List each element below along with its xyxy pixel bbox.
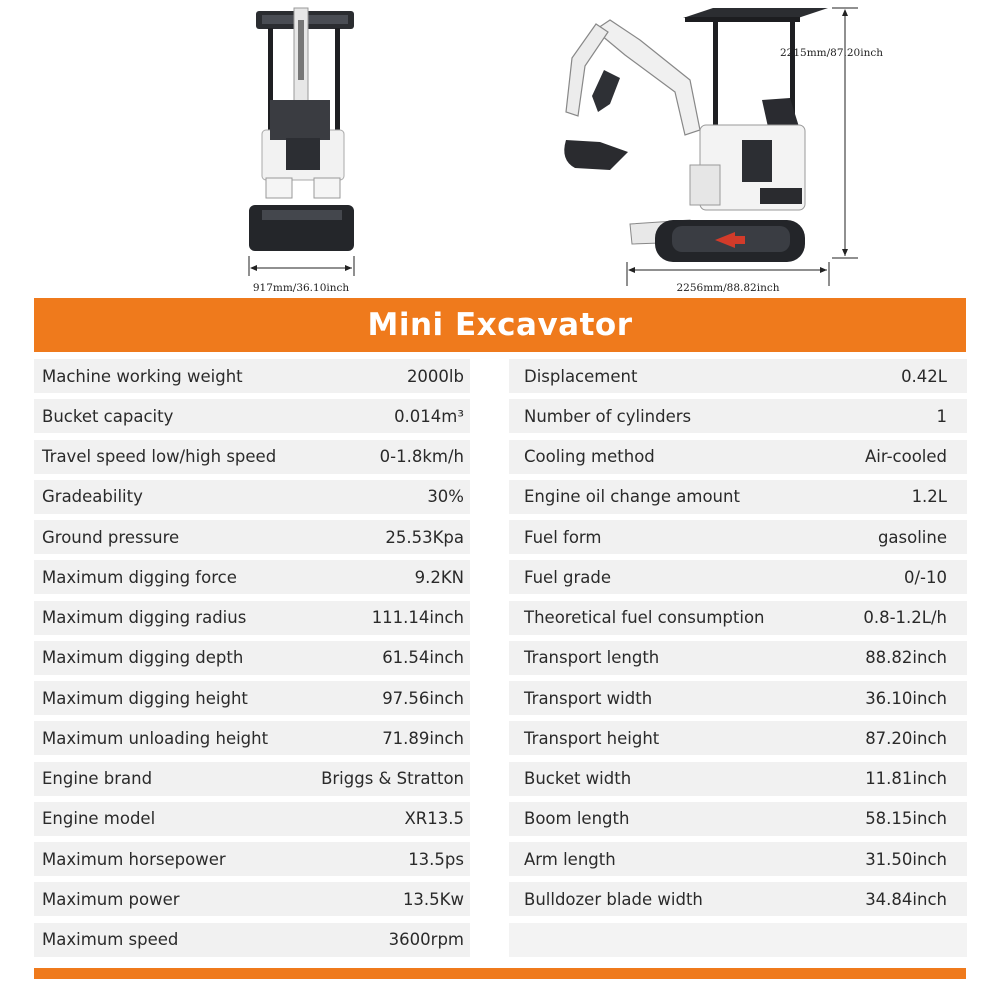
spec-label: Maximum digging height: [42, 688, 248, 708]
spec-value: 13.5Kw: [402, 889, 464, 909]
spec-label: Engine oil change amount: [524, 487, 740, 507]
length-dimension-label: 2256mm/88.82inch: [676, 282, 780, 294]
spec-label: Maximum digging depth: [42, 648, 244, 668]
spec-value: 0.42L: [901, 366, 947, 386]
spec-label: Number of cylinders: [524, 406, 692, 426]
spec-row: [34, 882, 470, 916]
spec-row: [34, 520, 470, 554]
spec-value: XR13.5: [404, 809, 464, 829]
spec-label: Machine working weight: [42, 366, 243, 386]
spec-label: Engine brand: [42, 769, 153, 789]
spec-row: [34, 359, 470, 393]
spec-value: 34.84inch: [865, 889, 947, 909]
spec-value: 0-1.8km/h: [379, 447, 464, 467]
spec-row: [34, 601, 470, 635]
spec-value: 1: [936, 406, 947, 426]
spec-label: Cooling method: [524, 447, 655, 467]
front-view-excavator: [249, 8, 354, 251]
spec-row-empty: [509, 923, 967, 957]
spec-row: [34, 721, 470, 755]
spec-row: [509, 560, 967, 594]
spec-value: Air-cooled: [864, 447, 947, 467]
spec-row: [34, 560, 470, 594]
spec-row: [34, 440, 470, 474]
spec-value: 58.15inch: [865, 809, 947, 829]
spec-label: Fuel form: [524, 527, 602, 547]
spec-value: 0/-10: [903, 567, 947, 587]
spec-label: Bucket width: [524, 769, 632, 789]
spec-row: [34, 480, 470, 514]
spec-row: [509, 762, 967, 796]
spec-row: [509, 882, 967, 916]
width-dimension: [249, 256, 354, 294]
spec-value: 13.5ps: [408, 849, 464, 869]
spec-row: [34, 762, 470, 796]
spec-row: [34, 399, 470, 433]
spec-row: [509, 601, 967, 635]
spec-value: 111.14inch: [371, 608, 464, 628]
spec-label: Transport length: [524, 648, 660, 668]
spec-label: Gradeability: [42, 487, 143, 507]
excavator-illustration: [0, 0, 1000, 298]
spec-label: Theoretical fuel consumption: [524, 608, 765, 628]
spec-row: [509, 802, 967, 836]
spec-value: gasoline: [877, 527, 947, 547]
spec-label: Maximum horsepower: [42, 849, 226, 869]
spec-value: 11.81inch: [865, 769, 947, 789]
spec-row: [509, 842, 967, 876]
spec-row: [509, 641, 967, 675]
spec-value: 25.53Kpa: [385, 527, 464, 547]
spec-value: 0.8-1.2L/h: [863, 608, 947, 628]
spec-value: 1.2L: [911, 487, 947, 507]
spec-label: Transport height: [524, 728, 660, 748]
spec-label: Maximum speed: [42, 930, 179, 950]
spec-row: [34, 641, 470, 675]
spec-row: [34, 923, 470, 957]
spec-row: [34, 681, 470, 715]
title-banner: [34, 298, 966, 352]
spec-label: Travel speed low/high speed: [42, 447, 277, 467]
spec-label: Maximum digging force: [42, 567, 237, 587]
spec-value: 36.10inch: [865, 688, 947, 708]
spec-table-left: [34, 359, 470, 963]
spec-label: Displacement: [524, 366, 638, 386]
spec-value: Briggs & Stratton: [321, 769, 464, 789]
spec-row: [34, 802, 470, 836]
spec-table-right: [509, 359, 967, 963]
spec-row: [509, 399, 967, 433]
spec-label: Fuel grade: [524, 567, 612, 587]
spec-row: [509, 359, 967, 393]
spec-row: [509, 480, 967, 514]
spec-row: [509, 520, 967, 554]
spec-label: Ground pressure: [42, 527, 180, 547]
spec-label: Boom length: [524, 809, 630, 829]
spec-row: [509, 721, 967, 755]
spec-value: 30%: [427, 487, 464, 507]
spec-label: Maximum power: [42, 889, 180, 909]
spec-row: [34, 842, 470, 876]
height-dimension-label: 2215mm/87.20inch: [780, 47, 883, 59]
spec-row: [509, 440, 967, 474]
spec-value: 9.2KN: [414, 567, 464, 587]
spec-label: Bucket capacity: [42, 406, 174, 426]
spec-label: Arm length: [524, 849, 616, 869]
spec-value: 71.89inch: [382, 728, 464, 748]
spec-label: Maximum unloading height: [42, 728, 269, 748]
length-dimension: [627, 262, 829, 294]
spec-value: 61.54inch: [382, 648, 464, 668]
spec-label: Bulldozer blade width: [524, 889, 703, 909]
spec-value: 2000lb: [406, 366, 464, 386]
spec-value: 31.50inch: [865, 849, 947, 869]
spec-value: 97.56inch: [382, 688, 464, 708]
spec-label: Transport width: [524, 688, 653, 708]
bottom-accent-bar: [34, 968, 966, 979]
spec-label: Engine model: [42, 809, 156, 829]
page-title: Mini Excavator: [367, 307, 633, 343]
spec-value: 87.20inch: [865, 728, 947, 748]
spec-row: [509, 681, 967, 715]
width-dimension-label: 917mm/36.10inch: [252, 282, 350, 294]
spec-value: 3600rpm: [388, 930, 464, 950]
spec-value: 0.014m³: [394, 406, 464, 426]
spec-value: 88.82inch: [865, 648, 947, 668]
spec-label: Maximum digging radius: [42, 608, 247, 628]
